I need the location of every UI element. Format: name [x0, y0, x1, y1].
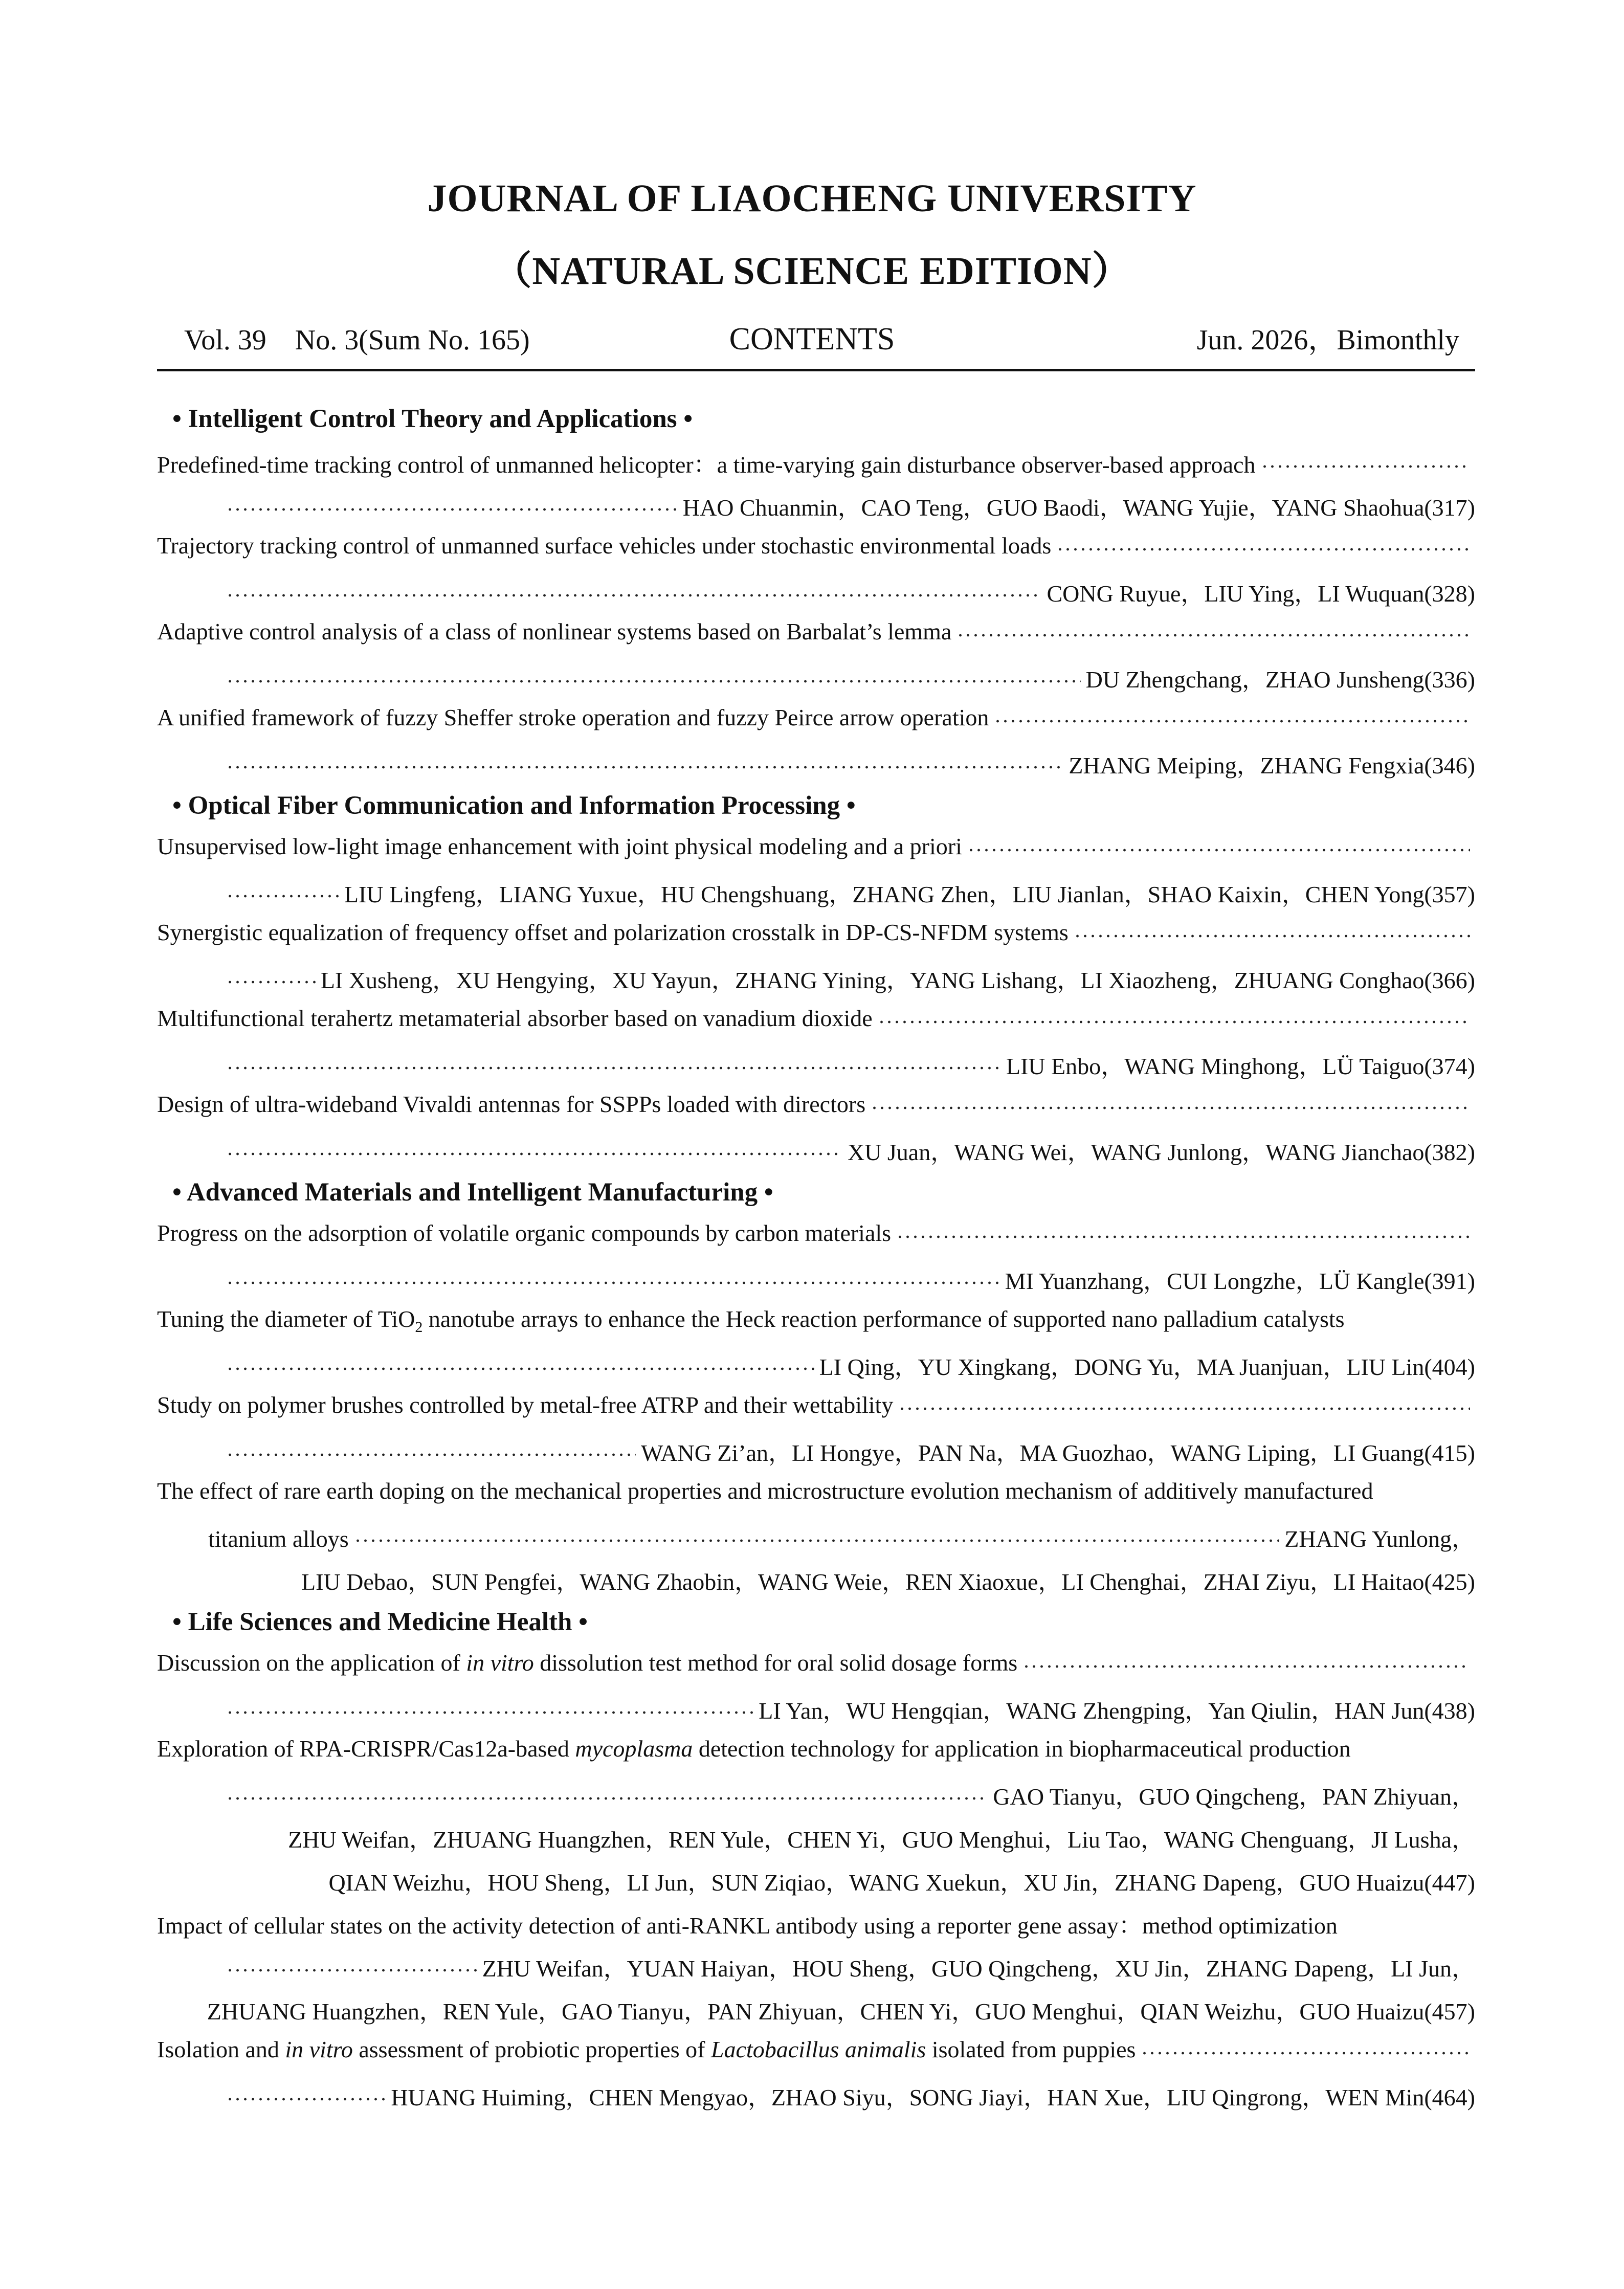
article-authors-line — [221, 1692, 1475, 1726]
article-authors-line — [221, 1048, 1475, 1081]
article-title-row — [157, 1382, 1475, 1425]
article-authors: MI Yuanzhang，CUI Longzhe，LÜ Kangle(391) — [1005, 1268, 1475, 1294]
article-title[interactable]: Exploration of RPA-CRISPR/Cas12a-based mycoplasma detection technology for application in biopharmaceutical production — [157, 1736, 1351, 1762]
section-heading — [157, 1167, 1475, 1210]
article-authors-row — [157, 1769, 1475, 1812]
article-authors: ZHUANG Huangzhen，REN Yule，GAO Tianyu，PAN Zhiyuan，CHEN Yi，GUO Menghui，QIAN Weizhu，GUO Huaizu(457) — [207, 1998, 1475, 2025]
article-title[interactable]: Impact of cellular states on the activity detection of anti-RANKL antibody using a reporter gene assay：method optimization — [157, 1913, 1338, 1939]
dot-leader — [1141, 2052, 1470, 2055]
article-title-line — [157, 2036, 1475, 2063]
dot-leader — [226, 1152, 842, 1155]
article-authors: LI Qing，YU Xingkang，DONG Yu，MA Juanjuan，LIU Lin(404) — [819, 1354, 1475, 1380]
article-title-line — [208, 1520, 1475, 1554]
article-authors-row — [157, 1554, 1475, 1597]
article-title-row — [157, 1898, 1475, 1941]
article-authors-row — [157, 1984, 1475, 2027]
dot-leader — [226, 1711, 753, 1714]
article-authors-line — [221, 1348, 1475, 1382]
article-authors-row — [157, 652, 1475, 695]
article-title-line — [157, 1091, 1475, 1118]
dot-leader — [226, 981, 316, 984]
article-authors: LIU Debao，SUN Pengfei，WANG Zhaobin，WANG Weie，REN Xiaoxue，LI Chenghai，ZHAI Ziyu，LI Haitao(425) — [301, 1569, 1475, 1595]
section-heading-text: • Life Sciences and Medicine Health • — [172, 1608, 588, 1636]
contents-label: CONTENTS — [729, 322, 895, 357]
article-title[interactable]: Synergistic equalization of frequency offset and polarization crosstalk in DP-CS-NFDM systems — [157, 919, 1069, 945]
article-title[interactable]: Unsupervised low-light image enhancement with joint physical modeling and a priori — [157, 833, 962, 859]
article-title-line — [157, 1219, 1475, 1247]
section-heading — [157, 394, 1475, 437]
dot-leader — [1056, 548, 1470, 551]
journal-title: JOURNAL OF LIAOCHENG UNIVERSITY — [427, 177, 1197, 220]
dot-leader — [1022, 1665, 1470, 1668]
article-authors-row — [157, 1425, 1475, 1468]
article-authors-line — [221, 575, 1475, 609]
dot-leader — [226, 1066, 1001, 1070]
article-authors-line — [221, 2079, 1475, 2113]
dot-leader — [226, 766, 1063, 769]
article-title-row — [157, 1081, 1475, 1124]
article-authors-row — [157, 1855, 1475, 1898]
article-title-line — [157, 833, 1475, 860]
article-authors-row — [157, 2070, 1475, 2113]
article-title-row — [157, 695, 1475, 738]
article-title-row — [157, 824, 1475, 866]
article-title-row — [157, 1468, 1475, 1511]
article-title-row — [157, 1296, 1475, 1339]
article-title-line — [157, 1477, 1475, 1504]
article-authors-row — [157, 1339, 1475, 1382]
article-title-line — [157, 446, 1475, 480]
article-authors: HUANG Huiming，CHEN Mengyao，ZHAO Siyu，SONG Jiayi，HAN Xue，LIU Qingrong，WEN Min(464) — [391, 2084, 1475, 2110]
dot-leader — [878, 1020, 1470, 1024]
article-authors: GAO Tianyu，GUO Qingcheng，PAN Zhiyuan， — [993, 1784, 1475, 1810]
article-title-line — [157, 1005, 1475, 1032]
article-title-line — [157, 618, 1475, 645]
article-authors: HAO Chuanmin，CAO Teng，GUO Baodi，WANG Yujie，YANG Shaohua(317) — [682, 495, 1475, 521]
dot-leader — [898, 1407, 1470, 1410]
article-title-line — [157, 1907, 1475, 1941]
article-title[interactable]: Study on polymer brushes controlled by metal-free ATRP and their wettability — [157, 1392, 894, 1418]
dot-leader — [226, 680, 1081, 683]
table-of-contents — [157, 394, 1475, 2113]
article-title-line — [157, 532, 1475, 559]
section-heading — [157, 1597, 1475, 1640]
article-title-line — [157, 1391, 1475, 1418]
article-authors: LI Xusheng，XU Hengying，XU Yayun，ZHANG Yining，YANG Lishang，LI Xiaozheng，ZHUANG Conghao(366) — [320, 967, 1475, 993]
article-authors: LI Yan，WU Hengqian，WANG Zhengping，Yan Qiulin，HAN Jun(438) — [759, 1698, 1475, 1724]
article-authors-line — [221, 876, 1475, 909]
article-authors: QIAN Weizhu，HOU Sheng，LI Jun，SUN Ziqiao，WANG Xuekun，XU Jin，ZHANG Dapeng，GUO Huaizu(447) — [328, 1870, 1475, 1896]
article-title[interactable]: Adaptive control analysis of a class of nonlinear systems based on Barbalat’s lemma — [157, 618, 952, 645]
article-title-line — [157, 704, 1475, 731]
dot-leader — [226, 508, 678, 511]
article-title[interactable]: Tuning the diameter of TiO$_2$ nanotube arrays to enhance the Heck reaction performance of supported nano palladium catalysts — [157, 1306, 1345, 1336]
article-title-row — [157, 909, 1475, 952]
article-authors-row — [157, 1683, 1475, 1726]
article-authors-row — [157, 738, 1475, 781]
article-authors-row — [157, 480, 1475, 523]
article-title[interactable]: Progress on the adsorption of volatile organic compounds by carbon materials — [157, 1220, 892, 1246]
article-authors-line — [221, 747, 1475, 781]
article-authors: ZHU Weifan，YUAN Haiyan，HOU Sheng，GUO Qingcheng，XU Jin，ZHANG Dapeng，LI Jun， — [482, 1955, 1475, 1982]
article-authors-line — [221, 1434, 1475, 1468]
article-authors: WANG Zi’an，LI Hongye，PAN Na，MA Guozhao，WANG Liping，LI Guang(415) — [640, 1440, 1475, 1466]
article-title[interactable]: Trajectory tracking control of unmanned surface vehicles under stochastic environmental loads — [157, 532, 1052, 559]
dot-leader — [871, 1106, 1470, 1109]
article-authors: ZHU Weifan，ZHUANG Huangzhen，REN Yule，CHEN Yi，GUO Menghui，Liu Tao，WANG Chenguang，JI Lusha， — [288, 1827, 1475, 1853]
dot-leader — [226, 1969, 477, 1972]
article-title-row — [157, 1210, 1475, 1253]
article-authors-line — [221, 1134, 1475, 1167]
article-authors-row — [157, 566, 1475, 609]
section-heading-text: • Advanced Materials and Intelligent Manufacturing • — [172, 1178, 773, 1207]
article-title[interactable]: Isolation and in vitro assessment of probiotic properties of Lactobacillus animalis isolated from puppies — [157, 2036, 1136, 2062]
article-authors-line — [221, 661, 1475, 695]
article-title[interactable]: A unified framework of fuzzy Sheffer stroke operation and fuzzy Peirce arrow operation — [157, 704, 989, 730]
article-authors-line — [221, 1778, 1475, 1812]
dot-leader — [226, 1281, 1000, 1284]
article-authors-row — [157, 866, 1475, 909]
dot-leader — [896, 1235, 1470, 1238]
article-title[interactable]: Predefined-time tracking control of unmanned helicopter：a time-varying gain disturbance observer-based approach — [157, 452, 1256, 478]
article-title[interactable]: Design of ultra-wideband Vivaldi antennas for SSPPs loaded with directors — [157, 1091, 866, 1117]
article-authors: LIU Lingfeng，LIANG Yuxue，HU Chengshuang，ZHANG Zhen，LIU Jianlan，SHAO Kaixin，CHEN Yong(357) — [344, 881, 1475, 907]
article-authors: DU Zhengchang，ZHAO Junsheng(336) — [1085, 666, 1475, 693]
section-heading-text: • Intelligent Control Theory and Applications • — [172, 405, 693, 433]
dot-leader — [226, 1453, 636, 1456]
dot-leader — [994, 720, 1470, 723]
article-title-row — [157, 1640, 1475, 1683]
article-authors-line — [221, 1950, 1475, 1984]
article-authors-line — [221, 962, 1475, 995]
header-rule — [157, 369, 1475, 371]
article-title-line — [157, 1649, 1475, 1676]
dot-leader — [226, 1797, 988, 1800]
section-heading-text: • Optical Fiber Communication and Information Processing • — [172, 791, 856, 820]
dot-leader — [967, 849, 1470, 852]
article-title-line — [157, 1735, 1475, 1762]
dot-leader — [226, 895, 339, 898]
article-title-line — [157, 919, 1475, 946]
article-title-row — [157, 2027, 1475, 2070]
article-title[interactable]: Discussion on the application of in vitro dissolution test method for oral solid dosage forms — [157, 1650, 1018, 1676]
article-authors-row — [157, 1124, 1475, 1167]
article-title-row — [157, 437, 1475, 480]
article-authors-row — [157, 1812, 1475, 1855]
article-authors-line — [221, 489, 1475, 523]
article-authors-row — [157, 1941, 1475, 1984]
dot-leader — [956, 634, 1470, 637]
dot-leader — [354, 1539, 1280, 1542]
article-title-row — [157, 523, 1475, 566]
dot-leader — [1261, 465, 1471, 468]
dot-leader — [226, 594, 1041, 597]
journal-edition: （NATURAL SCIENCE EDITION） — [493, 250, 1131, 293]
article-authors: CONG Ruyue，LIU Ying，LI Wuquan(328) — [1047, 581, 1475, 607]
article-title-line — [157, 1305, 1475, 1336]
article-title-row — [157, 995, 1475, 1038]
article-title-row — [157, 1726, 1475, 1769]
article-authors-row — [157, 1038, 1475, 1081]
article-authors: ZHANG Meiping，ZHANG Fengxia(346) — [1069, 752, 1475, 779]
article-authors: ZHANG Yunlong， — [1284, 1526, 1475, 1552]
article-title[interactable]: The effect of rare earth doping on the mechanical properties and microstructure evolution mechanism of additively manufactured — [157, 1478, 1373, 1504]
article-title-continued: titanium alloys — [208, 1526, 349, 1552]
article-authors: LIU Enbo，WANG Minghong，LÜ Taiguo(374) — [1006, 1053, 1475, 1079]
article-title[interactable]: Multifunctional terahertz metamaterial absorber based on vanadium dioxide — [157, 1005, 873, 1031]
article-authors-line — [221, 1262, 1475, 1296]
article-authors-row — [157, 952, 1475, 995]
section-heading — [157, 781, 1475, 824]
dot-leader — [1074, 935, 1470, 938]
article-authors-row — [157, 1253, 1475, 1296]
volume-issue: Vol. 39 No. 3(Sum No. 165) — [184, 324, 530, 356]
article-authors: XU Juan，WANG Wei，WANG Junlong，WANG Jianchao(382) — [847, 1139, 1475, 1165]
article-title-continued-row — [157, 1511, 1475, 1554]
dot-leader — [226, 1367, 814, 1370]
article-title-row — [157, 609, 1475, 652]
issue-date: Jun. 2026，Bimonthly — [1196, 324, 1459, 356]
dot-leader — [226, 2098, 386, 2101]
